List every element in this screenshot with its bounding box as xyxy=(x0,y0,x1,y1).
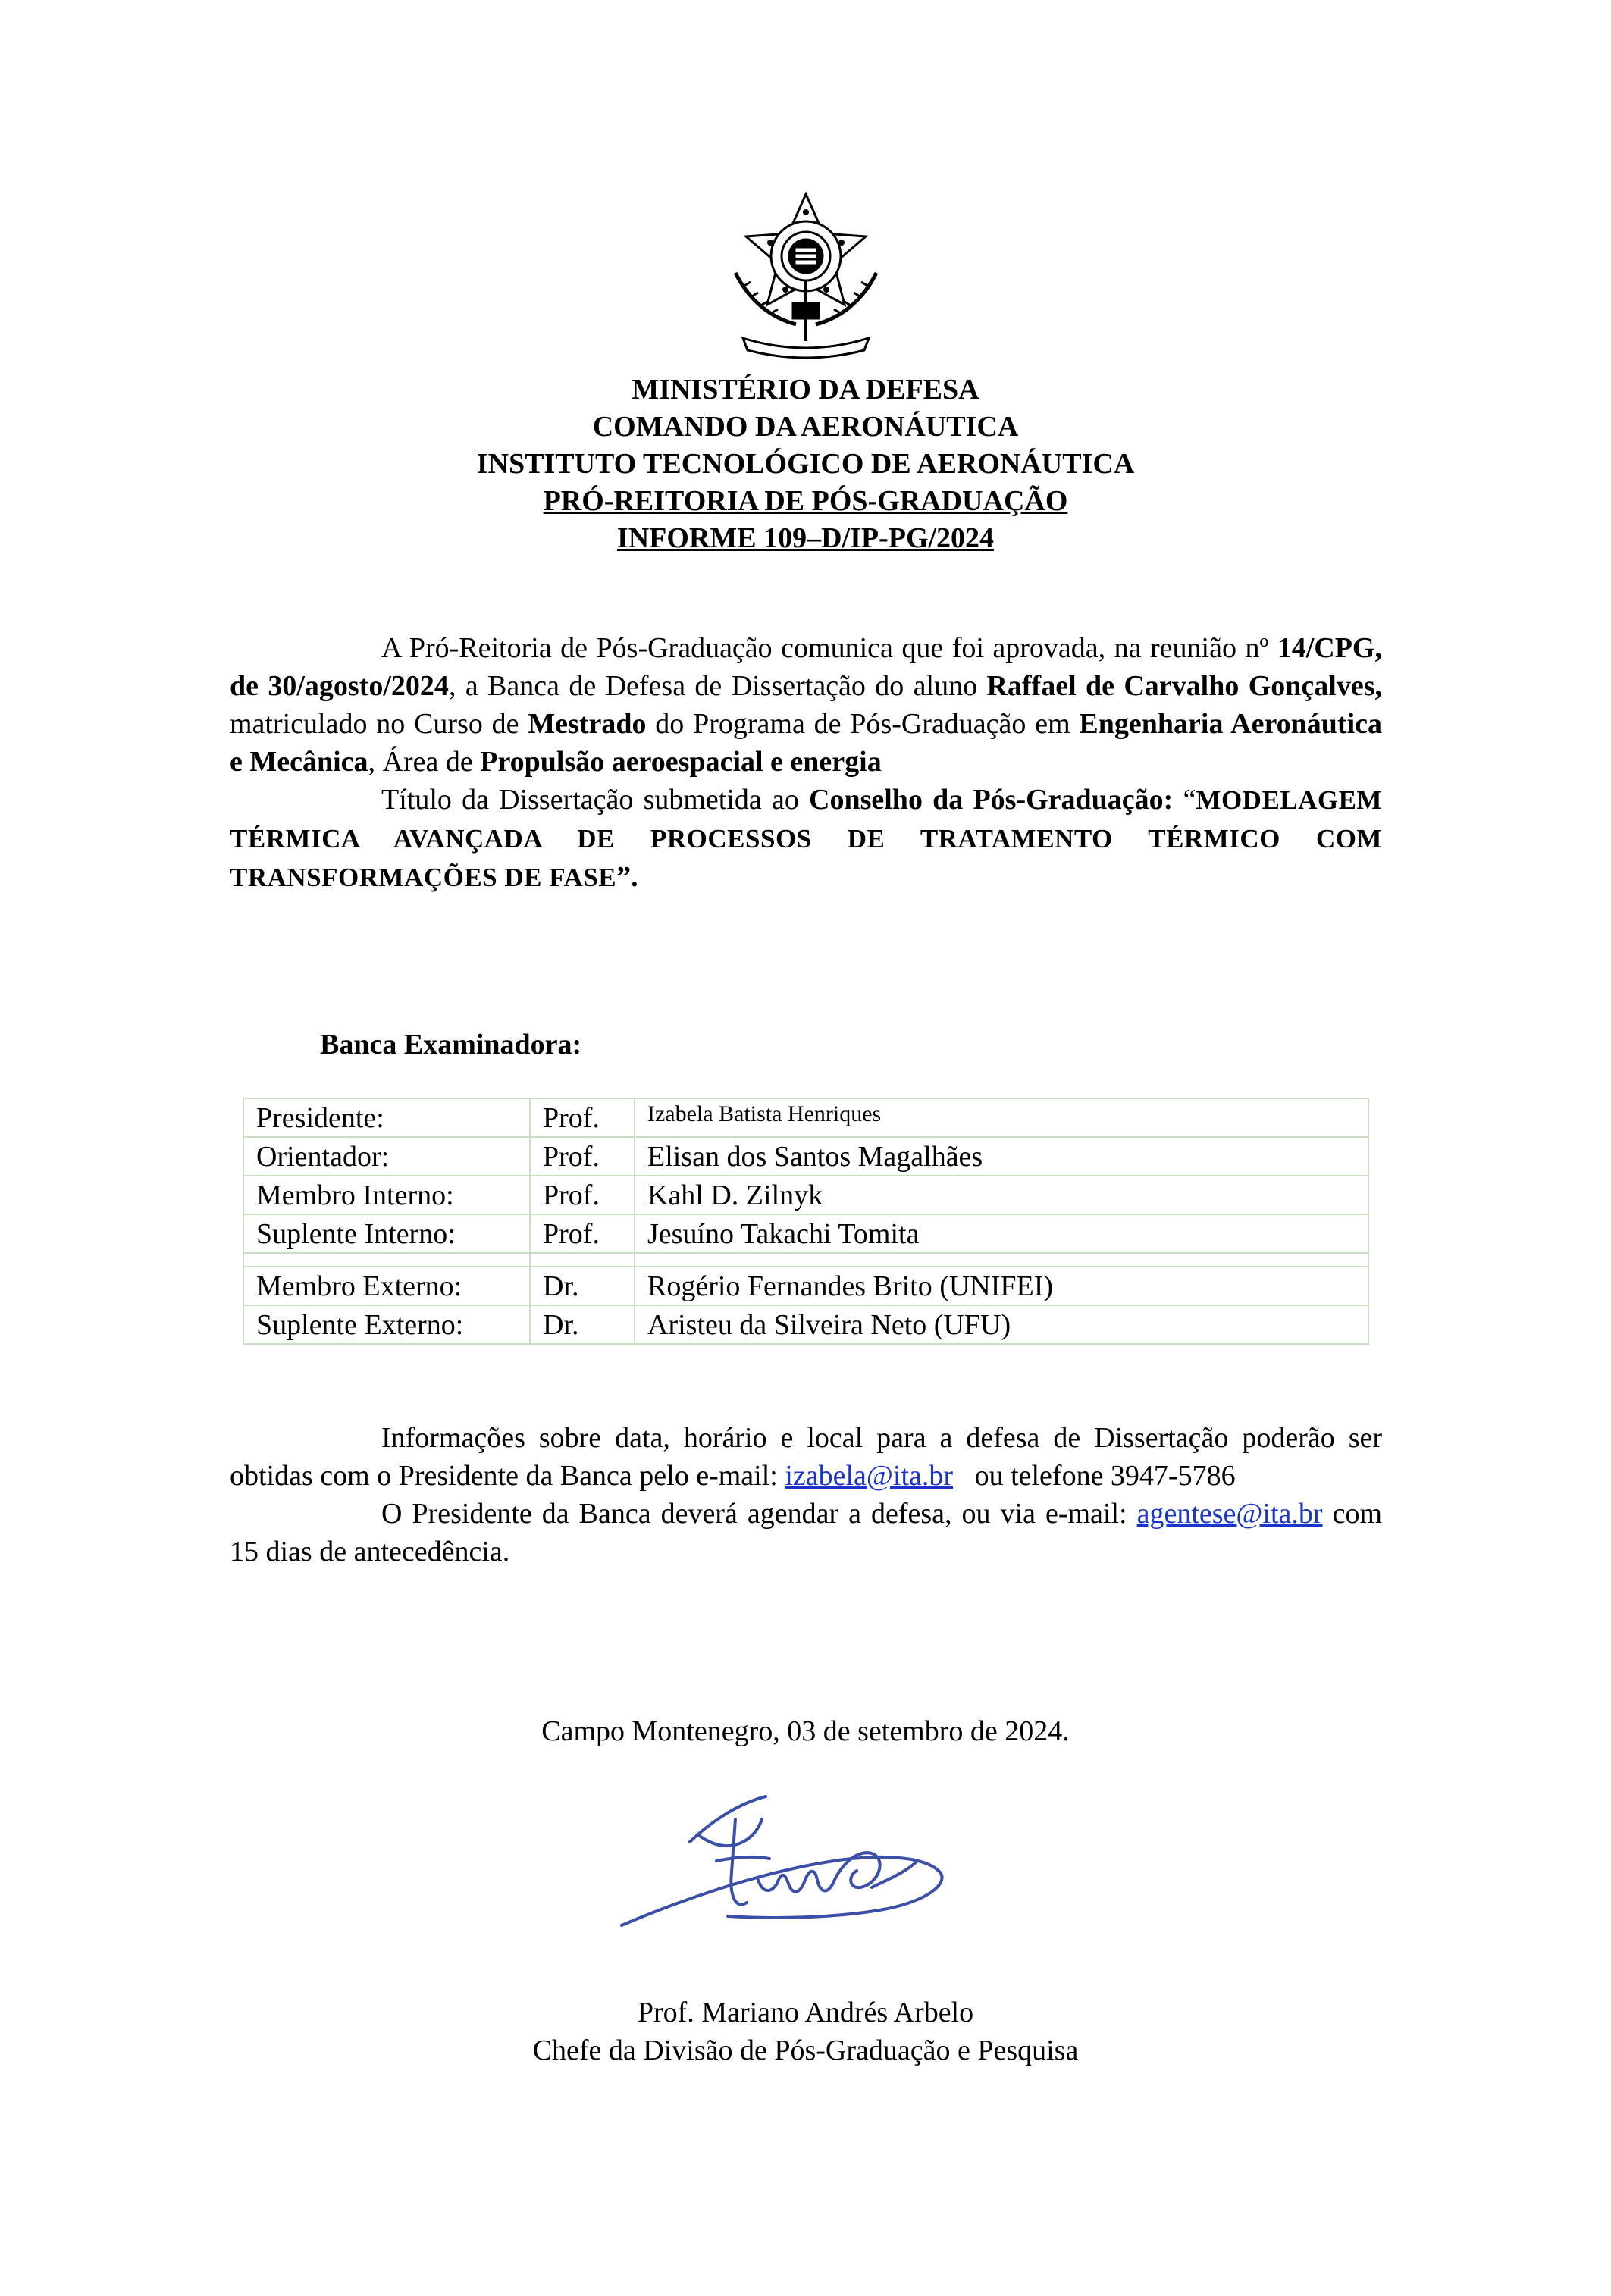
member-name: Izabela Batista Henriques xyxy=(647,1101,882,1126)
spacer-cell xyxy=(530,1253,635,1267)
text-segment: Informações sobre data, horário e local para a defesa de Dissertação poderão ser obtidas com o Presidente da Banca pelo e-mail: xyxy=(230,1422,1382,1492)
command-title: COMANDO DA AERONÁUTICA xyxy=(592,411,1019,443)
signer-role: Chefe da Divisão de Pós-Graduação e Pesquisa xyxy=(532,2034,1079,2066)
role-cell: Orientador: xyxy=(243,1137,530,1176)
role-cell: Presidente: xyxy=(243,1098,530,1137)
spacer-cell xyxy=(635,1253,1368,1267)
dissertation-title-paragraph xyxy=(230,781,1382,897)
announcement-paragraph xyxy=(230,629,1382,781)
dissertation-title: MODELAGEM TÉRMICA AVANÇADA DE PROCESSOS DE TRATAMENTO TÉRMICO COM TRANSFORMAÇÕES DE FASE xyxy=(230,785,1383,892)
table-row xyxy=(243,1098,1368,1137)
spacer-cell xyxy=(243,1253,530,1267)
announcement-body xyxy=(230,629,1382,897)
scheduling-paragraph xyxy=(230,1495,1382,1571)
table-row xyxy=(243,1267,1368,1305)
title-cell: Prof. xyxy=(530,1176,635,1214)
handwritten-signature xyxy=(606,1789,970,1948)
banca-heading: Banca Examinadora: xyxy=(320,1029,582,1060)
president-email-link[interactable]: izabela@ita.br xyxy=(785,1460,954,1492)
program-name: Engenharia Aeronáutica e Mecânica xyxy=(230,708,1382,778)
member-name-cell: Elisan dos Santos Magalhães xyxy=(635,1137,1368,1176)
member-name-cell: Rogério Fernandes Brito (UNIFEI) xyxy=(635,1267,1368,1305)
agentese-email-link[interactable]: agentese@ita.br xyxy=(1136,1498,1323,1530)
info-paragraph xyxy=(230,1419,1382,1495)
title-cell: Dr. xyxy=(530,1305,635,1344)
text-segment: matriculado no Curso de xyxy=(230,708,528,740)
signer-name: Prof. Mariano Andrés Arbelo xyxy=(637,1997,974,2028)
document-header xyxy=(0,371,1611,557)
table-spacer xyxy=(243,1253,1368,1267)
banca-table xyxy=(243,1098,1369,1345)
info-body xyxy=(230,1419,1382,1571)
brazil-coat-of-arms-icon xyxy=(720,190,892,364)
text-segment: Título da Dissertação submetida ao xyxy=(381,784,810,816)
table-row xyxy=(243,1305,1368,1344)
title-cell: Prof. xyxy=(530,1137,635,1176)
text-segment: O Presidente da Banca deverá agendar a defesa, ou via e-mail: xyxy=(381,1498,1137,1530)
meeting-reference: 14/CPG, de 30/agosto/2024 xyxy=(230,632,1382,702)
student-name: Raffael de Carvalho Gonçalves, xyxy=(986,670,1383,702)
quote-close: ”. xyxy=(616,861,638,893)
area-name: Propulsão aeroespacial e energia xyxy=(480,746,882,778)
table-row xyxy=(243,1137,1368,1176)
signer-block xyxy=(0,1994,1611,2069)
institute-title: INSTITUTO TECNOLÓGICO DE AERONÁUTICA xyxy=(476,448,1135,480)
course-name: Mestrado xyxy=(528,708,647,740)
title-cell: Dr. xyxy=(530,1267,635,1305)
text-segment: do Programa de Pós-Graduação em xyxy=(646,708,1080,740)
member-name-cell: Jesuíno Takachi Tomita xyxy=(635,1214,1368,1253)
role-cell: Suplente Interno: xyxy=(243,1214,530,1253)
member-name-cell: Aristeu da Silveira Neto (UFU) xyxy=(635,1305,1368,1344)
role-cell: Suplente Externo: xyxy=(243,1305,530,1344)
member-name-cell: Kahl D. Zilnyk xyxy=(635,1176,1368,1214)
ministry-title: MINISTÉRIO DA DEFESA xyxy=(632,374,979,406)
table-row xyxy=(243,1214,1368,1253)
role-cell: Membro Externo: xyxy=(243,1267,530,1305)
informe-number: INFORME 109–D/IP-PG/2024 xyxy=(616,522,995,554)
quote-open: “ xyxy=(1183,784,1196,816)
member-name-cell xyxy=(635,1098,1368,1137)
text-segment: , Área de xyxy=(368,746,481,778)
role-cell: Membro Interno: xyxy=(243,1176,530,1214)
text-segment: com 15 dias de antecedência. xyxy=(230,1498,1382,1568)
pro-rectory-title: PRÓ-REITORIA DE PÓS-GRADUAÇÃO xyxy=(543,485,1068,517)
table-row xyxy=(243,1176,1368,1214)
title-cell: Prof. xyxy=(530,1098,635,1137)
text-segment: A Pró-Reitoria de Pós-Graduação comunica que foi aprovada, na reunião nº xyxy=(381,632,1277,664)
place-date: Campo Montenegro, 03 de setembro de 2024. xyxy=(541,1715,1070,1747)
phone-text: ou telefone 3947-5786 xyxy=(953,1460,1236,1492)
text-segment: , a Banca de Defesa de Dissertação do aluno xyxy=(448,670,987,702)
title-cell: Prof. xyxy=(530,1214,635,1253)
council-name: Conselho da Pós-Graduação: xyxy=(809,784,1174,816)
